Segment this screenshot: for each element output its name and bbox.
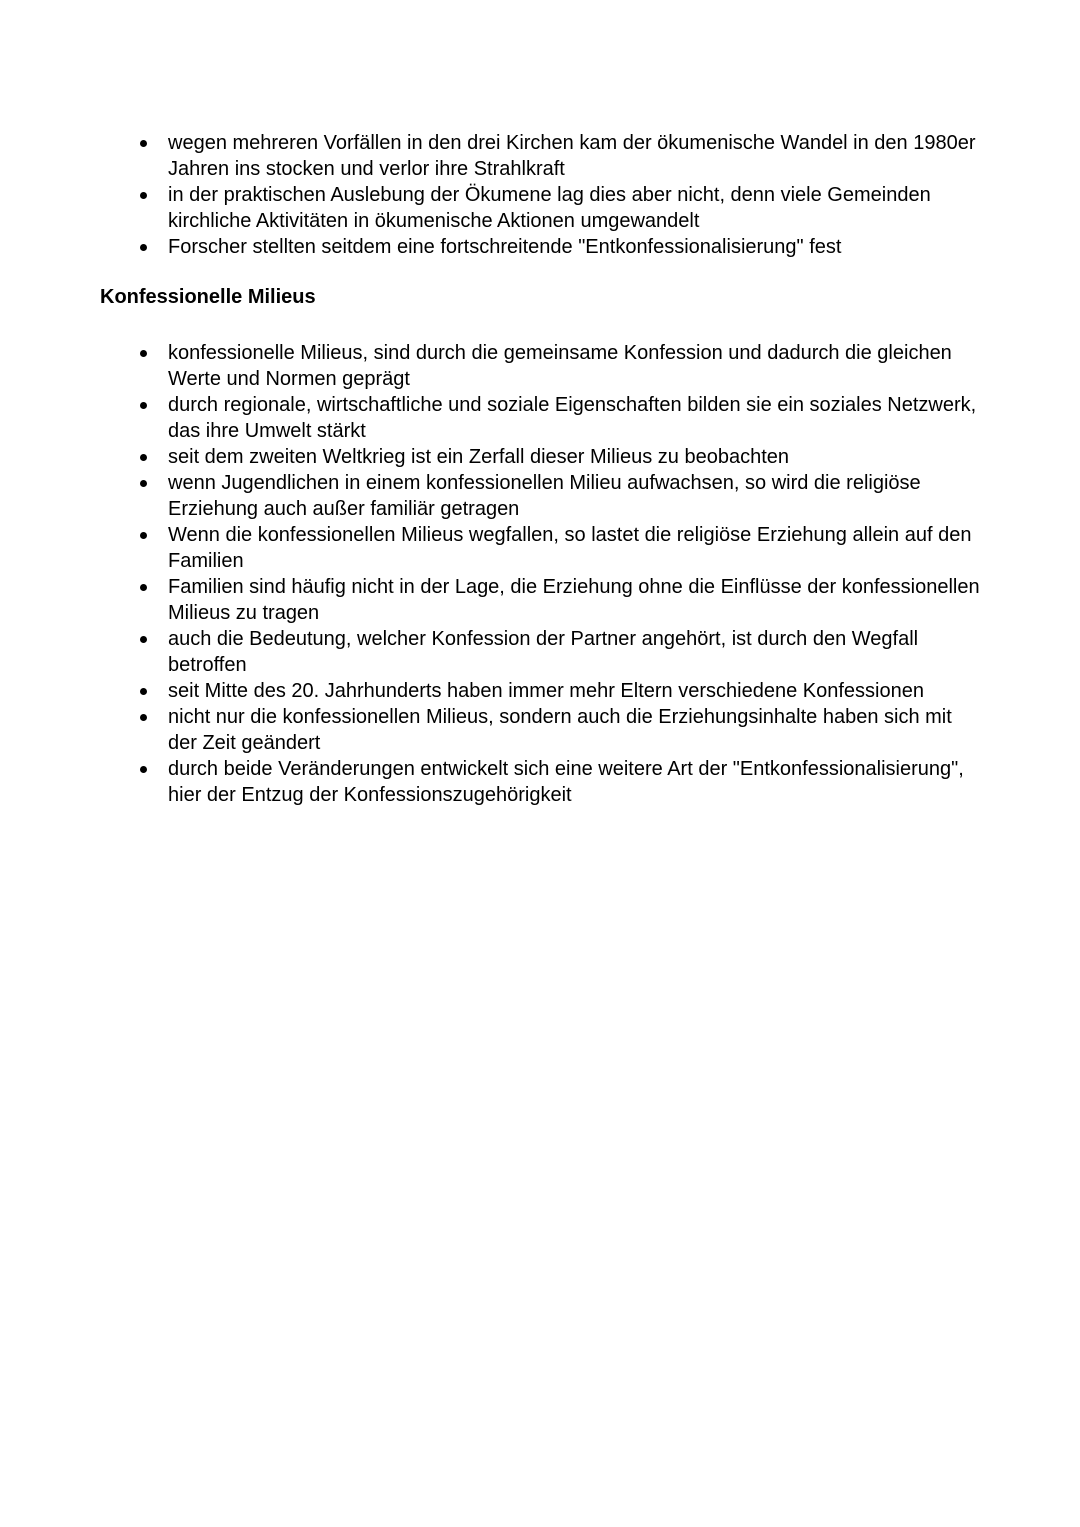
- intro-bullet-list: [100, 130, 985, 260]
- section-heading: Konfessionelle Milieus: [100, 286, 316, 308]
- list-item: seit Mitte des 20. Jahrhunderts haben immer mehr Eltern verschiedene Konfessionen: [100, 678, 985, 704]
- list-item: wenn Jugendlichen in einem konfessionellen Milieu aufwachsen, so wird die religiöse Erziehung auch außer familiär getragen: [100, 470, 985, 522]
- list-item: Forscher stellten seitdem eine fortschreitende "Entkonfessionalisierung" fest: [100, 234, 985, 260]
- list-item: in der praktischen Auslebung der Ökumene lag dies aber nicht, denn viele Gemeinden kirchliche Aktivitäten in ökumenische Aktionen umgewandelt: [100, 182, 985, 234]
- list-item: Familien sind häufig nicht in der Lage, die Erziehung ohne die Einflüsse der konfessionellen Milieus zu tragen: [100, 574, 985, 626]
- list-item: seit dem zweiten Weltkrieg ist ein Zerfall dieser Milieus zu beobachten: [100, 444, 985, 470]
- list-item: nicht nur die konfessionellen Milieus, sondern auch die Erziehungsinhalte haben sich mit der Zeit geändert: [100, 704, 985, 756]
- section-bullet-list: [100, 340, 985, 808]
- list-item: Wenn die konfessionellen Milieus wegfallen, so lastet die religiöse Erziehung allein auf den Familien: [100, 522, 985, 574]
- list-item: konfessionelle Milieus, sind durch die gemeinsame Konfession und dadurch die gleichen Werte und Normen geprägt: [100, 340, 985, 392]
- list-item: durch regionale, wirtschaftliche und soziale Eigenschaften bilden sie ein soziales Netzwerk, das ihre Umwelt stärkt: [100, 392, 985, 444]
- list-item: auch die Bedeutung, welcher Konfession der Partner angehört, ist durch den Wegfall betroffen: [100, 626, 985, 678]
- list-item: durch beide Veränderungen entwickelt sich eine weitere Art der "Entkonfessionalisierung", hier der Entzug der Konfessionszugehörigkeit: [100, 756, 985, 808]
- list-item: wegen mehreren Vorfällen in den drei Kirchen kam der ökumenische Wandel in den 1980er Jahren ins stocken und verlor ihre Strahlkraft: [100, 130, 985, 182]
